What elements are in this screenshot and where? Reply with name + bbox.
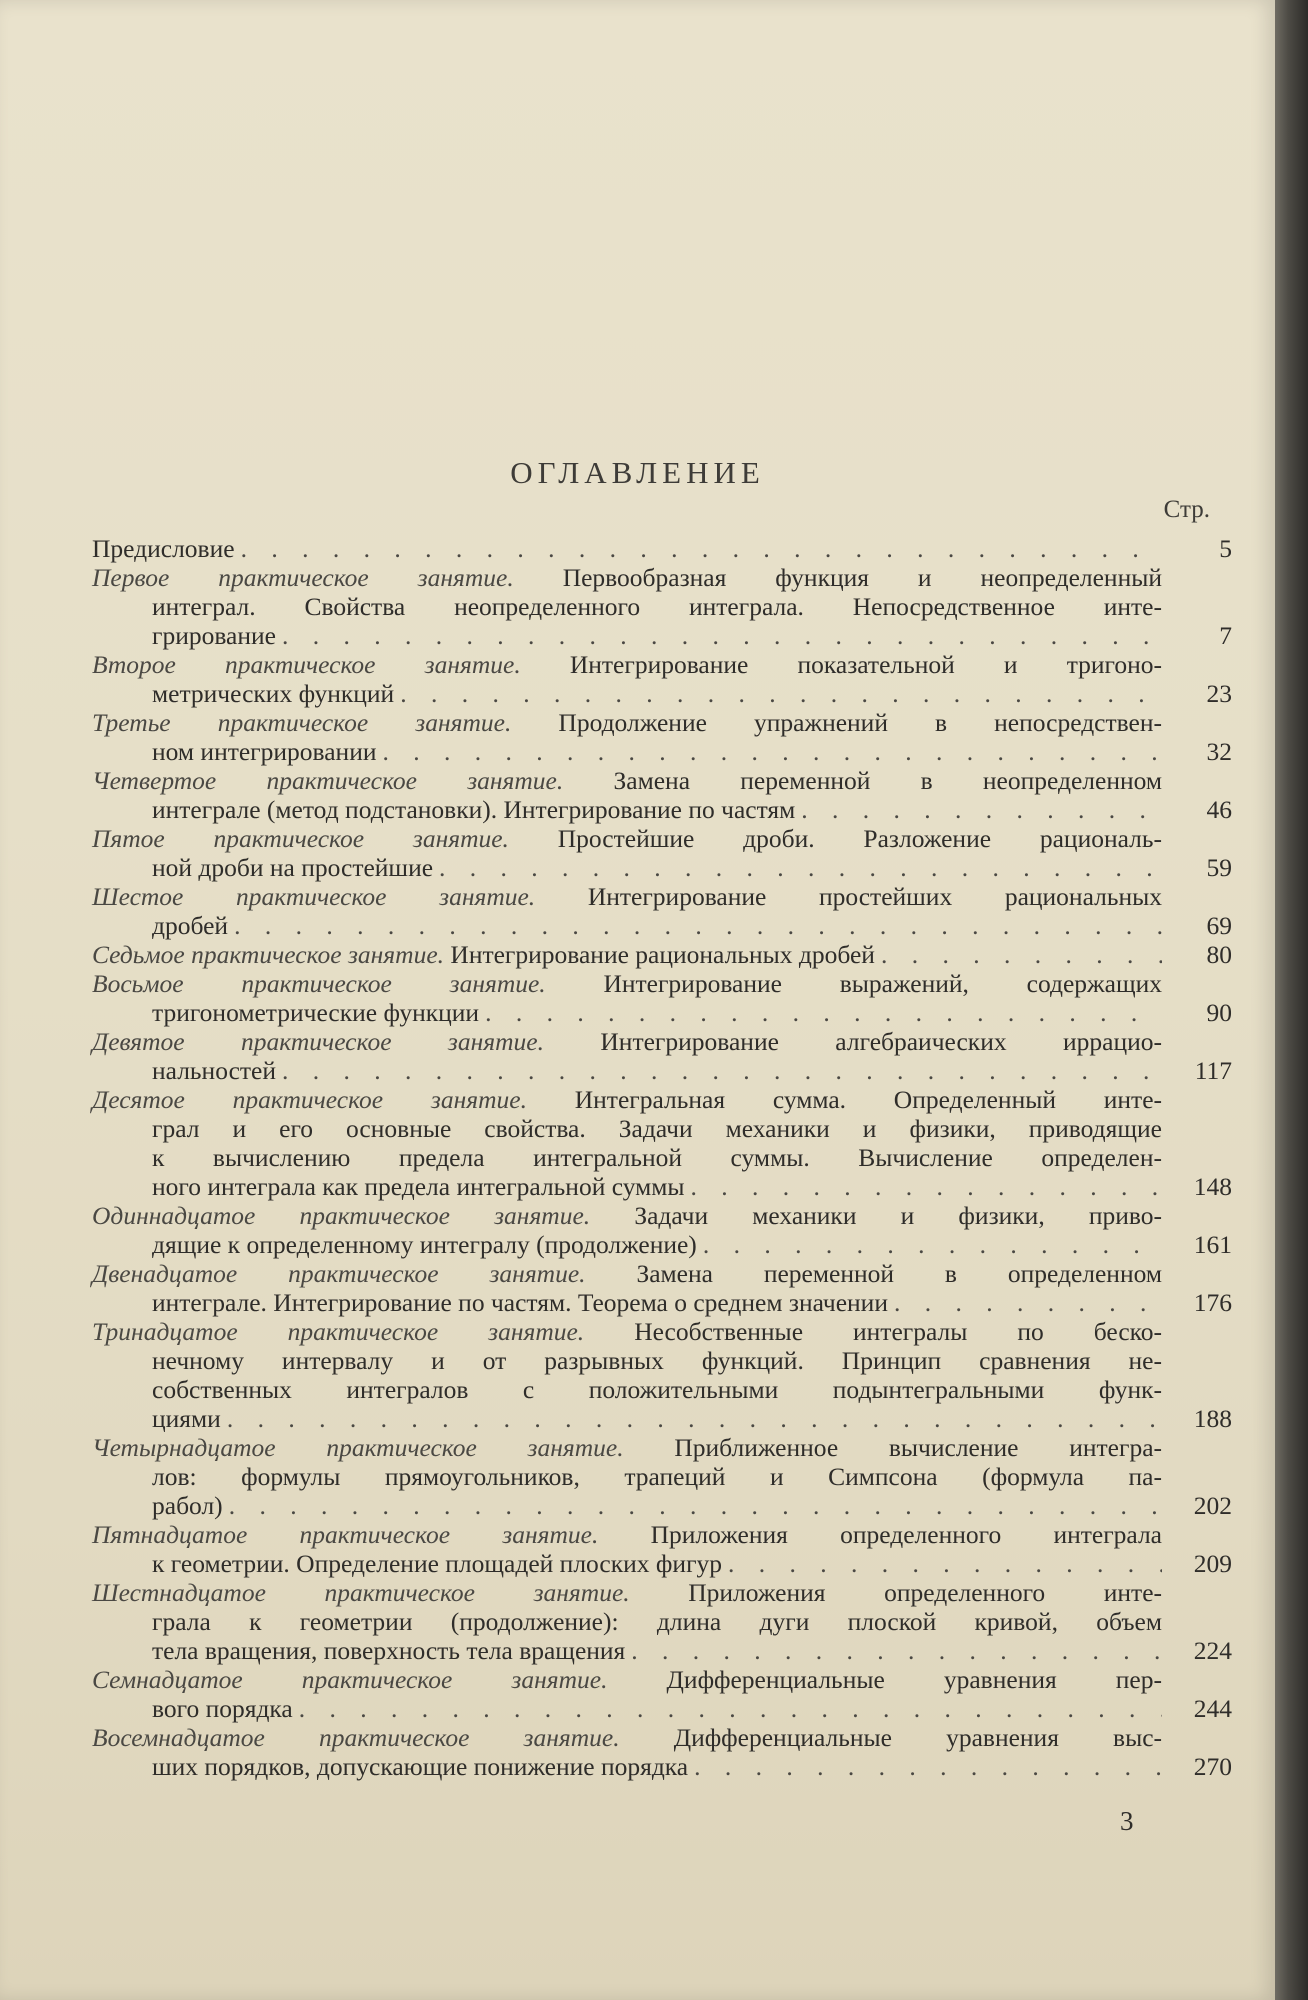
leader-dots (888, 1288, 1162, 1317)
toc-page-number: 80 (1206, 940, 1232, 969)
leader-dots (875, 940, 1162, 969)
toc-entry-text: дящие к определенному интегралу (продолжение) (152, 1230, 697, 1259)
toc-entry-line (92, 998, 1232, 1027)
toc-page-number: 270 (1193, 1752, 1232, 1781)
toc-entry-line (92, 1752, 1232, 1781)
toc-entry-text: ной дроби на простейшие (152, 853, 434, 882)
toc-entry-line (92, 1462, 1162, 1491)
toc-entry-text: лов: формулы прямоугольников, трапеций и Симпсона (формула па- (152, 1462, 1162, 1491)
toc-entry-text: ном интегрировании (152, 737, 377, 766)
toc-entry-text: циями (152, 1404, 221, 1433)
toc-entry-text: вого порядка (152, 1694, 293, 1723)
toc-entry-line (92, 824, 1162, 853)
toc-entry-heading: Восьмое практическое занятие. (92, 969, 546, 998)
toc-entry-line (92, 969, 1162, 998)
toc-page-number: 224 (1193, 1636, 1232, 1665)
toc-entry (92, 1665, 1232, 1723)
toc-entry-heading: Первое практическое занятие. (92, 563, 514, 592)
toc-entry-line (92, 1375, 1162, 1404)
toc-entry-line (92, 795, 1232, 824)
toc-entry (92, 650, 1232, 708)
toc-entry-line (92, 1288, 1232, 1317)
toc-entry (92, 1723, 1232, 1781)
toc-entry-heading: Десятое практическое занятие. (92, 1085, 527, 1114)
toc-entry-heading: Четырнадцатое практическое занятие. (92, 1433, 624, 1462)
toc-entry-line (92, 1346, 1162, 1375)
leader-dots (223, 1491, 1162, 1520)
toc-entry-line (92, 911, 1232, 940)
toc-page-number: 7 (1219, 621, 1232, 650)
toc-entry-line (92, 1172, 1232, 1201)
toc-entry-heading: Тринадцатое практическое занятие. (92, 1317, 585, 1346)
toc-entry-text: к вычислению предела интегральной суммы. Вычисление определен- (152, 1143, 1162, 1172)
toc-entry-text: Интегрирование рациональных дробей (450, 940, 875, 969)
toc-entry-line (92, 563, 1162, 592)
toc-entry-heading: Пятнадцатое практическое занятие. (92, 1520, 599, 1549)
toc-page-number: 5 (1219, 534, 1232, 563)
leader-dots (276, 1056, 1162, 1085)
toc-entry-text: Интегрирование простейших рациональных (587, 882, 1162, 911)
toc-entry-text: собственных интегралов с положительными подынтегральными функ- (152, 1375, 1162, 1404)
toc-entry-text: тела вращения, поверхность тела вращения (152, 1636, 626, 1665)
toc-entry-line (92, 1694, 1232, 1723)
toc-entry (92, 1259, 1232, 1317)
toc-page-number: 59 (1206, 853, 1232, 882)
toc-entry (92, 708, 1232, 766)
page-column-label: Стр. (1163, 496, 1210, 523)
leader-dots (795, 795, 1162, 824)
toc-entry-line (92, 1491, 1232, 1520)
leader-dots (293, 1694, 1162, 1723)
leader-dots (697, 1230, 1162, 1259)
toc-entry-line (92, 1259, 1162, 1288)
toc-entry-line (92, 534, 1232, 563)
toc-entry-line (92, 1230, 1232, 1259)
toc-entry-line (92, 1433, 1162, 1462)
toc-entry-heading: Четвертое практическое занятие. (92, 766, 564, 795)
toc-page-number: 69 (1206, 911, 1232, 940)
toc-entry-heading: Одиннадцатое практическое занятие. (92, 1201, 591, 1230)
leader-dots (228, 911, 1162, 940)
toc-entry-heading: Шестое практическое занятие. (92, 882, 536, 911)
leader-dots (394, 679, 1162, 708)
toc-entry-text: нечному интервалу и от разрывных функций. Принцип сравнения не- (152, 1346, 1162, 1375)
toc-entry-text: грала к геометрии (продолжение): длина дуги плоской кривой, объем (152, 1607, 1162, 1636)
leader-dots (433, 853, 1162, 882)
toc-entry-text: Продолжение упражнений в непосредствен- (558, 708, 1162, 737)
toc-entry-text: Простейшие дроби. Разложение рациональ- (557, 824, 1162, 853)
toc-entry-line (92, 1317, 1162, 1346)
toc-entry (92, 534, 1232, 563)
toc-entry-line (92, 1056, 1232, 1085)
toc-entry-line (92, 1723, 1162, 1752)
toc-entry (92, 969, 1232, 1027)
toc-entry-text: Задачи механики и физики, приво- (634, 1201, 1162, 1230)
toc-entry-heading: Второе практическое занятие. (92, 650, 521, 679)
toc-entry-text: Интегрирование алгебраических иррацио- (600, 1027, 1162, 1056)
toc-entry-line (92, 1201, 1162, 1230)
toc-entry-line (92, 708, 1162, 737)
toc-page-number: 32 (1206, 737, 1232, 766)
toc-entry-text: Дифференциальные уравнения выс- (673, 1723, 1163, 1752)
leader-dots (276, 621, 1162, 650)
toc-entry-text: Интегральная сумма. Определенный инте- (574, 1085, 1163, 1114)
toc-entry-text: Замена переменной в неопределенном (613, 766, 1163, 795)
toc-page-number: 161 (1193, 1230, 1232, 1259)
toc-entry-line (92, 940, 1232, 969)
toc-entry-heading: Пятое практическое занятие. (92, 824, 509, 853)
toc-entry-text: Интегрирование показательной и тригоно- (569, 650, 1163, 679)
toc-entry (92, 1201, 1232, 1259)
leader-dots (235, 534, 1162, 563)
toc-entry-text: дробей (152, 911, 229, 940)
toc-page-number: 148 (1193, 1172, 1232, 1201)
toc-entry-heading: Седьмое практическое занятие. (92, 940, 445, 969)
toc-entry-text: ших порядков, допускающие понижение порядка (152, 1752, 689, 1781)
toc-entry-line (92, 592, 1162, 621)
toc-entry-text: интеграл. Свойства неопределенного интеграла. Непосредственное инте- (152, 592, 1162, 621)
toc-entry-line (92, 1607, 1162, 1636)
leader-dots (479, 998, 1162, 1027)
toc-page-number: 176 (1193, 1288, 1232, 1317)
leader-dots (625, 1636, 1162, 1665)
toc-entry-text: грирование (152, 621, 276, 650)
toc-page-number: 202 (1193, 1491, 1232, 1520)
toc-entry (92, 766, 1232, 824)
toc-entry (92, 1520, 1232, 1578)
toc-entry-text: Приближенное вычисление интегра- (674, 1433, 1162, 1462)
toc-entry-text: ного интеграла как предела интегральной суммы (152, 1172, 685, 1201)
toc-entry-text: рабол) (152, 1491, 223, 1520)
toc-entry-text: Приложения определенного инте- (688, 1578, 1163, 1607)
toc-page-number: 23 (1206, 679, 1232, 708)
leader-dots (722, 1549, 1162, 1578)
toc-entry-text: Интегрирование выражений, содержащих (603, 969, 1162, 998)
toc-page-number: 117 (1194, 1056, 1232, 1085)
toc-entry-line (92, 1114, 1162, 1143)
toc-entry-text: метрических функций (152, 679, 395, 708)
toc-entry (92, 940, 1232, 969)
toc-entry-line (92, 1549, 1232, 1578)
toc-entry-line (92, 621, 1232, 650)
toc-entry (92, 1433, 1232, 1520)
leader-dots (221, 1404, 1162, 1433)
toc-entry-line (92, 679, 1232, 708)
toc-entry (92, 1578, 1232, 1665)
toc-entry-text: к геометрии. Определение площадей плоских фигур (152, 1549, 723, 1578)
toc-entry-text: грал и его основные свойства. Задачи механики и физики, приводящие (152, 1114, 1162, 1143)
toc-entry-heading: Двенадцатое практическое занятие. (92, 1259, 586, 1288)
toc-entry (92, 1085, 1232, 1201)
toc-entry-line (92, 1085, 1162, 1114)
toc-entry-text: тригонометрические функции (152, 998, 480, 1027)
toc-entry-text: Несобственные интегралы по беско- (634, 1317, 1162, 1346)
toc-entry (92, 824, 1232, 882)
leader-dots (377, 737, 1163, 766)
toc-page-number: 188 (1193, 1404, 1232, 1433)
table-of-contents (92, 534, 1232, 1781)
toc-entry (92, 1027, 1232, 1085)
toc-entry-line (92, 737, 1232, 766)
toc-entry-line (92, 1404, 1232, 1433)
toc-entry-text: Дифференциальные уравнения пер- (666, 1665, 1162, 1694)
toc-entry-line (92, 1578, 1162, 1607)
toc-entry-line (92, 1143, 1162, 1172)
toc-entry (92, 882, 1232, 940)
toc-entry-heading: Семнадцатое практическое занятие. (92, 1665, 608, 1694)
toc-entry (92, 563, 1232, 650)
toc-entry-line (92, 882, 1162, 911)
toc-page-number: 46 (1206, 795, 1232, 824)
toc-entry-line (92, 1665, 1162, 1694)
toc-entry-line (92, 650, 1162, 679)
toc-entry-heading: Третье практическое занятие. (92, 708, 512, 737)
toc-entry-line (92, 1027, 1162, 1056)
toc-entry-line (92, 853, 1232, 882)
toc-entry-text: Приложения определенного интеграла (650, 1520, 1162, 1549)
toc-entry (92, 1317, 1232, 1433)
leader-dots (688, 1752, 1162, 1781)
book-edge (1275, 0, 1308, 2000)
toc-page-number: 244 (1193, 1694, 1232, 1723)
toc-entry-text: нальностей (152, 1056, 277, 1085)
toc-entry-text: интеграле (метод подстановки). Интегрирование по частям (152, 795, 796, 824)
toc-heading: ОГЛАВЛЕНИЕ (510, 455, 765, 490)
toc-entry-heading: Шестнадцатое практическое занятие. (92, 1578, 630, 1607)
toc-entry-text: интеграле. Интегрирование по частям. Теорема о среднем значении (152, 1288, 888, 1317)
leader-dots (685, 1172, 1162, 1201)
toc-entry-line (92, 1520, 1162, 1549)
page-number: 3 (1120, 1806, 1134, 1836)
toc-entry-heading: Восемнадцатое практическое занятие. (92, 1723, 620, 1752)
toc-entry-text: Первообразная функция и неопределенный (562, 563, 1163, 592)
toc-entry-line (92, 1636, 1232, 1665)
toc-entry-line (92, 766, 1162, 795)
toc-entry-heading: Девятое практическое занятие. (92, 1027, 544, 1056)
toc-entry-text: Предисловие (92, 534, 235, 563)
toc-entry-text: Замена переменной в определенном (636, 1259, 1162, 1288)
toc-page-number: 209 (1193, 1549, 1232, 1578)
toc-page-number: 90 (1206, 998, 1232, 1027)
